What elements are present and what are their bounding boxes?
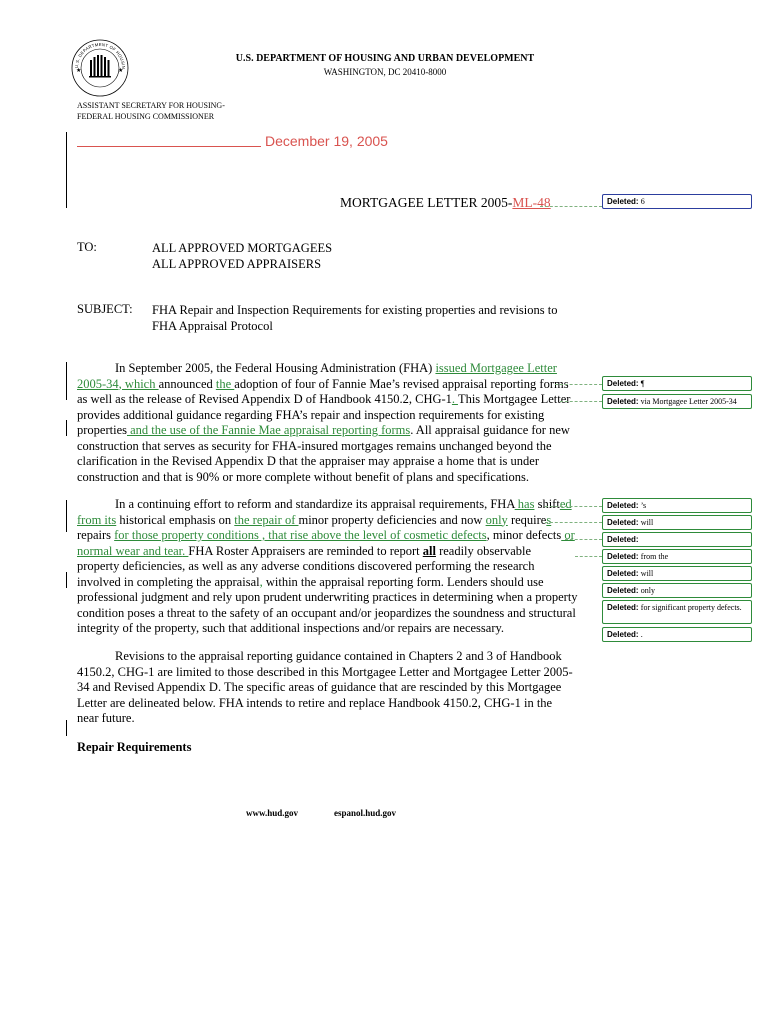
text-line: construction that serves as security for FHA-insured mortgages remains unchanged beyond the: [77, 438, 552, 453]
deleted-comment[interactable]: [602, 627, 752, 642]
text-run: within the appraisal reporting form. Lenders should use: [262, 574, 544, 589]
comment-connector: [575, 556, 602, 557]
change-bar: [66, 420, 67, 436]
deleted-comment[interactable]: [602, 532, 752, 547]
inserted-text: normal wear and tear: [77, 543, 183, 558]
to-line-1: ALL APPROVED MORTGAGEES: [152, 241, 333, 255]
svg-text:★: ★: [118, 67, 124, 74]
comment-text: ’s: [640, 501, 647, 510]
comment-text: will: [640, 518, 654, 527]
svg-text:U.S. DEPARTMENT OF HOUSING AND: U.S. DEPARTMENT OF HOUSIN: [73, 41, 127, 70]
comment-label: Deleted:: [607, 603, 639, 612]
text-line: integrity of the property, such that additional inspections and/or repairs are necessary.: [77, 621, 505, 635]
deleted-comment[interactable]: [602, 376, 752, 391]
comment-label: Deleted:: [607, 379, 639, 388]
comment-text: for significant property defects.: [640, 603, 742, 612]
inserted-text: the: [215, 376, 235, 391]
inserted-text: ,: [259, 574, 263, 589]
change-bar: [66, 362, 67, 400]
comment-text: via Mortgagee Letter 2005-34: [638, 397, 737, 406]
to-recipients: [152, 240, 332, 272]
subject-text: [152, 302, 582, 334]
change-bar: [66, 132, 67, 208]
inserted-text: or: [561, 528, 575, 542]
text-run: adoption of four of Fannie Mae’s revised appraisal reporting forms: [234, 376, 569, 391]
comment-text: will: [640, 569, 654, 578]
to-label: TO:: [77, 240, 97, 254]
inserted-text: and the use of the Fannie Mae appraisal reporting forms: [126, 423, 411, 437]
text-run: require: [507, 512, 547, 527]
comment-label: Deleted:: [607, 501, 639, 510]
comment-label: Deleted:: [607, 397, 639, 406]
footer-link-hud[interactable]: www.hud.gov: [246, 808, 299, 818]
text-run: historical emphasis on: [116, 512, 235, 527]
deleted-comment[interactable]: [602, 394, 752, 409]
inserted-text: .: [182, 543, 189, 558]
comment-label: Deleted:: [607, 535, 639, 544]
deleted-comment[interactable]: [602, 498, 752, 513]
comment-text: ¶: [640, 379, 645, 388]
text-run: In a continuing effort to reform and standardize its appraisal requirements, FHA: [115, 497, 515, 511]
text-run: minor property deficiencies and now: [298, 512, 486, 527]
text-run: , minor defects: [486, 528, 562, 542]
change-bar: [66, 572, 67, 588]
comment-connector: [545, 506, 602, 507]
comment-label: Deleted:: [607, 518, 639, 527]
subject-line-2: FHA Appraisal Protocol: [152, 319, 273, 333]
comment-text: only: [640, 586, 656, 595]
comment-text: from the: [640, 552, 669, 561]
text-run: involved in completing the appraisal: [77, 574, 260, 589]
change-bar: [66, 500, 67, 532]
svg-text:★: ★: [76, 67, 82, 74]
text-run: shift: [534, 497, 560, 511]
to-line-2: ALL APPROVED APPRAISERS: [152, 257, 322, 271]
subject-line-1: FHA Repair and Inspection Requirements for existing properties and revisions to: [152, 303, 558, 317]
comment-connector: [555, 384, 602, 385]
text-run: repairs: [77, 528, 115, 542]
text-line: professional judgment and rely upon prudent underwriting practices in determining when a property: [77, 590, 578, 604]
inserted-text: s: [546, 512, 552, 527]
comment-connector: [560, 401, 602, 402]
text-run: as well as the release of Revised Appendix D of Handbook 4150.2, CHG-1: [77, 392, 452, 406]
paragraph-2: [77, 497, 577, 637]
comment-label: Deleted:: [607, 569, 639, 578]
footer-link-espanol[interactable]: espanol.hud.gov: [334, 808, 397, 818]
text-line: Letter are delineated below. FHA intends to retire and replace Handbook 4150.2, CHG-1 in the: [77, 695, 553, 710]
text-run: . All appraisal guidance for new: [410, 423, 570, 437]
deleted-comment[interactable]: [602, 583, 752, 598]
section-heading: Repair Requirements: [77, 740, 192, 754]
text-line: provides additional guidance regarding FHA’s repair and inspection requirements for existing: [77, 407, 545, 422]
mortgagee-letter-number: [340, 195, 551, 211]
inserted-text: ed: [559, 497, 572, 511]
deleted-comment[interactable]: [602, 194, 752, 209]
text-line: Revisions to the appraisal reporting guidance contained in Chapters 2 and 3 of Handbook: [115, 649, 562, 663]
text-line: clarification in the Revised Appendix D that the appraiser may appraise a home that is under: [77, 454, 540, 468]
inserted-text: from its: [77, 512, 117, 527]
deleted-comment[interactable]: [602, 566, 752, 581]
comment-connector: [565, 539, 602, 540]
inserted-text: only: [485, 512, 508, 527]
deleted-comment[interactable]: [602, 600, 752, 624]
text-line: 4150.2, CHG-1 are limited to those described in this Mortgagee Letter and Mortgagee Letter 2005-: [77, 664, 573, 679]
ml-inserted: ML-48: [512, 195, 551, 210]
sender-line-2: FEDERAL HOUSING COMMISSIONER: [77, 112, 215, 121]
text-run: properties: [77, 423, 127, 437]
text-line: construction and that is 90% or more complete without benefit of plans and specifications.: [77, 469, 529, 484]
inserted-text: issued Mortgagee Letter: [435, 361, 557, 375]
text-line: near future.: [77, 711, 135, 725]
deleted-comment[interactable]: [602, 549, 752, 564]
inserted-text: the repair of: [234, 512, 299, 527]
text-line: condition poses a threat to the safety of an occupant and/or jeopardizes the soundness and structural: [77, 605, 576, 620]
sender-line-1: ASSISTANT SECRETARY FOR HOUSING-: [77, 101, 225, 110]
comment-label: Deleted:: [607, 197, 639, 206]
comment-connector: [545, 522, 602, 523]
comment-label: Deleted:: [607, 630, 639, 639]
subject-label: SUBJECT:: [77, 302, 133, 316]
paragraph-1: [77, 361, 577, 485]
comment-label: Deleted:: [607, 552, 639, 561]
deleted-comment[interactable]: [602, 515, 752, 530]
inserted-text: 2005-34, which: [77, 376, 159, 391]
department-name: U.S. DEPARTMENT OF HOUSING AND URBAN DEVELOPMENT: [235, 53, 535, 64]
inserted-text: .: [451, 392, 458, 406]
comment-connector: [540, 206, 602, 207]
text-run: FHA Roster Appraisers are reminded to report: [188, 543, 423, 558]
sender-block: [77, 100, 225, 122]
ml-prefix: MORTGAGEE LETTER 2005-: [340, 195, 513, 210]
letter-date: December 19, 2005: [265, 133, 388, 149]
text-run: In September 2005, the Federal Housing Administration (FHA): [115, 361, 436, 375]
text-run: readily observable: [435, 543, 532, 558]
change-bar: [66, 720, 67, 736]
comment-text: 6: [640, 197, 645, 206]
paragraph-3: [77, 649, 577, 727]
comment-text: .: [640, 630, 643, 639]
text-line: 34 and Revised Appendix D. The specific areas of guidance that are rescinded by this Mortgagee: [77, 680, 562, 694]
text-run: This Mortgagee Letter: [457, 392, 571, 406]
text-line: property deficiencies, as well as any adverse conditions discovered performing the research: [77, 559, 535, 573]
comment-label: Deleted:: [607, 586, 639, 595]
inserted-text: for those property conditions , that rise above the level of cosmetic defects: [114, 528, 487, 542]
date-underline: [77, 146, 261, 147]
inserted-text: has: [514, 497, 535, 511]
text-run: announced: [158, 376, 216, 391]
emphasis-all: all: [422, 543, 436, 558]
department-address: WASHINGTON, DC 20410-8000: [323, 67, 447, 77]
